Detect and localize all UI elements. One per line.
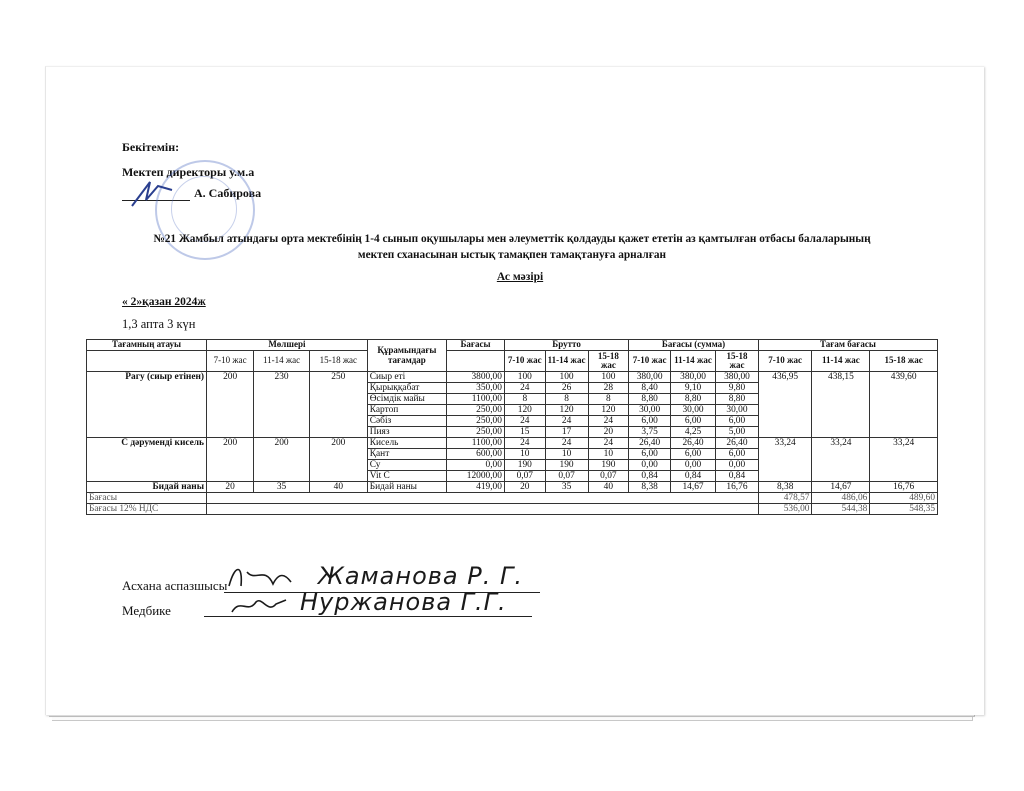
menu-table-body: [87, 372, 938, 515]
header-blank-price: [447, 351, 505, 372]
ingredient-price-sum: 30,00: [716, 405, 759, 416]
header-dish-price-7-10: 7-10 жас: [758, 351, 812, 372]
dish-portion: 230: [254, 372, 310, 438]
ingredient-brutto: 0,07: [504, 471, 545, 482]
ingredient-price-sum: 380,00: [629, 372, 671, 383]
dish-portion: 200: [309, 438, 367, 482]
ingredient-price-sum: 30,00: [629, 405, 671, 416]
total-value: 548,35: [870, 504, 938, 515]
ingredient-brutto: 24: [504, 438, 545, 449]
ingredient-price-sum: 26,40: [671, 438, 716, 449]
ingredient-price-sum: 30,00: [671, 405, 716, 416]
ingredient-price: 250,00: [447, 427, 505, 438]
ingredient-brutto: 190: [504, 460, 545, 471]
ingredient-price: 1100,00: [447, 394, 505, 405]
ingredient-brutto: 26: [545, 383, 588, 394]
header-portion-11-14: 11-14 жас: [254, 351, 310, 372]
total-blank: [207, 504, 759, 515]
ingredient-brutto: 100: [588, 372, 629, 383]
total-value: 478,57: [758, 493, 812, 504]
ingredient-brutto: 40: [588, 482, 629, 493]
table-header-row-2: [87, 351, 938, 372]
ingredient-price: 1100,00: [447, 438, 505, 449]
ingredient-brutto: 24: [588, 438, 629, 449]
header-brutto-11-14: 11-14 жас: [545, 351, 588, 372]
ingredient-brutto: 8: [545, 394, 588, 405]
ingredient-brutto: 24: [504, 383, 545, 394]
ingredient-name: Сәбіз: [367, 416, 446, 427]
ingredient-brutto: 15: [504, 427, 545, 438]
total-value: 489,60: [870, 493, 938, 504]
header-brutto-7-10: 7-10 жас: [504, 351, 545, 372]
dish-portion: 200: [207, 438, 254, 482]
ingredient-name: Қант: [367, 449, 446, 460]
ingredient-brutto: 0,07: [545, 471, 588, 482]
ingredient-price-sum: 380,00: [671, 372, 716, 383]
dish-total-price: 438,15: [812, 372, 870, 438]
ingredient-price-sum: 14,67: [671, 482, 716, 493]
total-value: 536,00: [758, 504, 812, 515]
dish-total-price: 14,67: [812, 482, 870, 493]
header-dish-name: Тағамның атауы: [87, 340, 207, 351]
header-price: Бағасы: [447, 340, 505, 351]
header-sum-7-10: 7-10 жас: [629, 351, 671, 372]
dish-name: Бидай наны: [87, 482, 207, 493]
table-total-row: [87, 504, 938, 515]
ingredient-price: 250,00: [447, 416, 505, 427]
ingredient-price-sum: 6,00: [671, 449, 716, 460]
ingredient-name: Өсімдік майы: [367, 394, 446, 405]
ingredient-brutto: 35: [545, 482, 588, 493]
ingredient-name: Сиыр еті: [367, 372, 446, 383]
table-row: [87, 438, 938, 449]
header-portion-15-18: 15-18 жас: [309, 351, 367, 372]
menu-table: [86, 339, 938, 515]
dish-portion: 20: [207, 482, 254, 493]
dish-total-price: 439,60: [870, 372, 938, 438]
ingredient-price-sum: 6,00: [629, 449, 671, 460]
header-portion: Мөлшері: [207, 340, 368, 351]
dish-name: С дәруменді кисель: [87, 438, 207, 482]
ingredient-brutto: 17: [545, 427, 588, 438]
dish-portion: 200: [207, 372, 254, 438]
cook-signature-handwriting: Жаманова Р. Г.: [318, 562, 523, 590]
dish-total-price: 33,24: [758, 438, 812, 482]
ingredient-name: Су: [367, 460, 446, 471]
header-dish-price-11-14: 11-14 жас: [812, 351, 870, 372]
dish-name: Рагу (сиыр етінен): [87, 372, 207, 438]
ingredient-price-sum: 26,40: [716, 438, 759, 449]
ingredient-price: 3800,00: [447, 372, 505, 383]
header-ingredients: Құрамындағы тағамдар: [367, 340, 446, 372]
ingredient-price-sum: 6,00: [629, 416, 671, 427]
dish-portion: 40: [309, 482, 367, 493]
ingredient-brutto: 120: [588, 405, 629, 416]
week-day: 1,3 апта 3 күн: [122, 317, 196, 331]
total-value: 544,38: [812, 504, 870, 515]
dish-portion: 200: [254, 438, 310, 482]
ingredient-price-sum: 8,80: [629, 394, 671, 405]
ingredient-brutto: 24: [504, 416, 545, 427]
ingredient-price: 12000,00: [447, 471, 505, 482]
dish-portion: 250: [309, 372, 367, 438]
dish-total-price: 8,38: [758, 482, 812, 493]
ingredient-brutto: 20: [504, 482, 545, 493]
ingredient-price-sum: 6,00: [716, 449, 759, 460]
ingredient-price-sum: 0,84: [716, 471, 759, 482]
document-heading-line-2: мектеп сханасынан ыстық тамақпен тамақтануға арналған: [357, 249, 667, 261]
ingredient-brutto: 8: [504, 394, 545, 405]
cook-initials-scribble: [225, 562, 295, 592]
ingredient-brutto: 8: [588, 394, 629, 405]
ingredient-name: Бидай наны: [367, 482, 446, 493]
ingredient-name: Кисель: [367, 438, 446, 449]
ingredient-brutto: 120: [545, 405, 588, 416]
header-blank: [87, 351, 207, 372]
ingredient-brutto: 190: [588, 460, 629, 471]
header-dish-price: Тағам бағасы: [758, 340, 937, 351]
ingredient-brutto: 190: [545, 460, 588, 471]
approval-label: Бекітемін:: [122, 140, 180, 154]
header-sum-15-18: 15-18 жас: [716, 351, 759, 372]
dish-total-price: 33,24: [870, 438, 938, 482]
dish-total-price: 16,76: [870, 482, 938, 493]
ingredient-brutto: 10: [504, 449, 545, 460]
ingredient-name: Пияз: [367, 427, 446, 438]
table-row: [87, 372, 938, 383]
total-blank: [207, 493, 759, 504]
ingredient-price-sum: 0,00: [629, 460, 671, 471]
ingredient-price-sum: 380,00: [716, 372, 759, 383]
ingredient-brutto: 24: [588, 416, 629, 427]
ingredient-price-sum: 0,84: [671, 471, 716, 482]
ingredient-brutto: 120: [504, 405, 545, 416]
ingredient-brutto: 10: [588, 449, 629, 460]
cook-label: Асхана аспазшысы: [122, 578, 228, 593]
ingredient-price-sum: 8,80: [716, 394, 759, 405]
ingredient-brutto: 0,07: [588, 471, 629, 482]
total-label: Бағасы 12% НДС: [87, 504, 207, 515]
document-heading-line-1: №21 Жамбыл атындағы орта мектебінің 1-4 сынып оқушылары мен әлеуметтік қолдауды қажет ететін аз қамтылған отбасы балаларының: [153, 233, 871, 245]
ingredient-brutto: 100: [504, 372, 545, 383]
ingredient-price-sum: 0,00: [671, 460, 716, 471]
menu-date: « 2»қазан 2024ж: [122, 296, 206, 308]
nurse-initials-scribble: [228, 592, 290, 618]
header-brutto-15-18: 15-18 жас: [588, 351, 629, 372]
ingredient-price-sum: 6,00: [671, 416, 716, 427]
ingredient-brutto: 100: [545, 372, 588, 383]
ingredient-price-sum: 9,10: [671, 383, 716, 394]
ingredient-name: Vit C: [367, 471, 446, 482]
ingredient-price-sum: 4,25: [671, 427, 716, 438]
ingredient-brutto: 24: [545, 416, 588, 427]
total-value: 486,06: [812, 493, 870, 504]
nurse-signature-handwriting: Нуржанова Г.Г.: [300, 588, 507, 616]
ingredient-price-sum: 8,38: [629, 482, 671, 493]
ingredient-price: 0,00: [447, 460, 505, 471]
table-total-row: [87, 493, 938, 504]
ingredient-brutto: 10: [545, 449, 588, 460]
dish-total-price: 436,95: [758, 372, 812, 438]
table-row: [87, 482, 938, 493]
header-sum-11-14: 11-14 жас: [671, 351, 716, 372]
ingredient-brutto: 28: [588, 383, 629, 394]
ingredient-price: 350,00: [447, 383, 505, 394]
header-brutto: Брутто: [504, 340, 628, 351]
menu-title: Ас мәзірі: [496, 271, 544, 283]
director-signature: [128, 176, 176, 212]
ingredient-price: 250,00: [447, 405, 505, 416]
ingredient-price-sum: 0,84: [629, 471, 671, 482]
ingredient-price: 419,00: [447, 482, 505, 493]
total-label: Бағасы: [87, 493, 207, 504]
ingredient-price-sum: 3,75: [629, 427, 671, 438]
director-title: Мектеп директоры у.м.а: [122, 165, 255, 179]
ingredient-price-sum: 6,00: [716, 416, 759, 427]
ingredient-price-sum: 8,80: [671, 394, 716, 405]
nurse-label: Медбике: [122, 603, 171, 618]
ingredient-price-sum: 8,40: [629, 383, 671, 394]
ingredient-price-sum: 5,00: [716, 427, 759, 438]
ingredient-price-sum: 9,80: [716, 383, 759, 394]
ingredient-name: Қырыққабат: [367, 383, 446, 394]
ingredient-price: 600,00: [447, 449, 505, 460]
header-portion-7-10: 7-10 жас: [207, 351, 254, 372]
ingredient-name: Картоп: [367, 405, 446, 416]
ingredient-price-sum: 16,76: [716, 482, 759, 493]
ingredient-price-sum: 0,00: [716, 460, 759, 471]
director-name: А. Сабирова: [194, 186, 262, 200]
table-header-row-1: [87, 340, 938, 351]
header-price-sum: Бағасы (сумма): [629, 340, 759, 351]
header-dish-price-15-18: 15-18 жас: [870, 351, 938, 372]
ingredient-brutto: 20: [588, 427, 629, 438]
dish-total-price: 33,24: [812, 438, 870, 482]
ingredient-brutto: 24: [545, 438, 588, 449]
ingredient-price-sum: 26,40: [629, 438, 671, 449]
dish-portion: 35: [254, 482, 310, 493]
